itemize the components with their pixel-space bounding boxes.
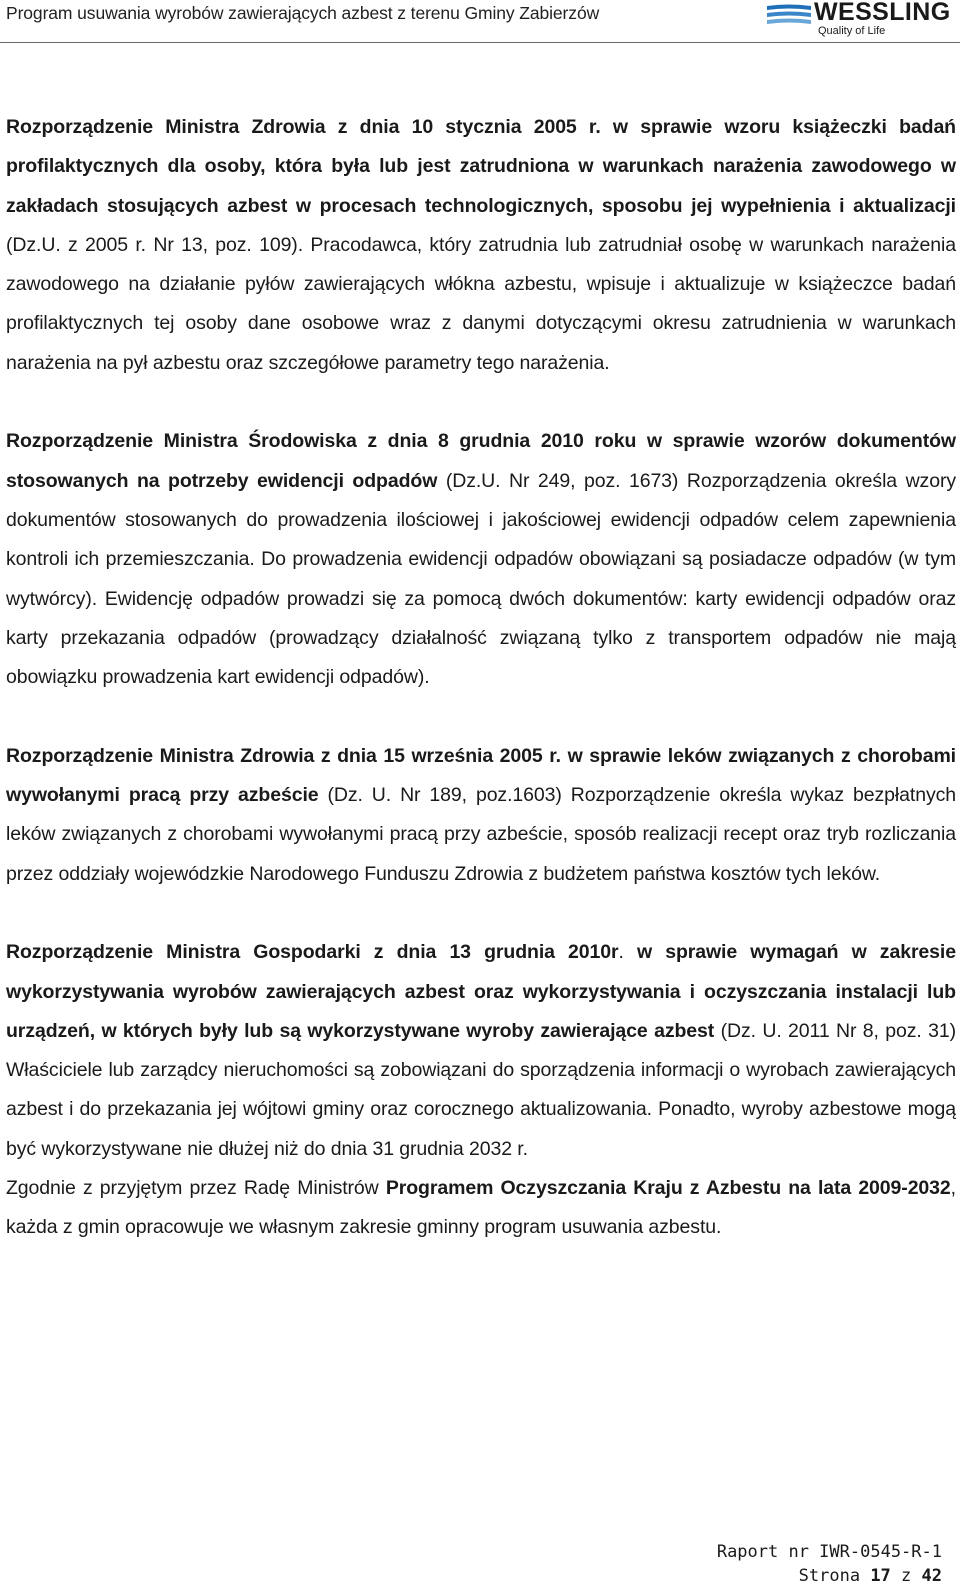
paragraph-regulation-3	[6, 737, 956, 894]
paragraph-program-note	[6, 1169, 956, 1248]
page-current: 17	[870, 1566, 891, 1586]
header-divider	[0, 42, 960, 43]
report-number: Raport nr IWR-0545-R-1	[716, 1542, 942, 1562]
regulation-text: (Dz.U. z 2005 r. Nr 13, poz. 109). Pracodawca, który zatrudnia lub zatrudniał osobę w warunkach narażenia zawodowego na działanie pyłów zawierających włókna azbestu, wpisuje i aktualizuje w książeczce badań profilaktycznych tej osoby dane osobowe wraz z danymi dotyczącymi okresu zatrudnienia w warunkach narażenia na pył azbestu oraz szczegółowe parametry tego narażenia.	[6, 233, 956, 374]
page-footer	[717, 1540, 942, 1588]
logo-wordmark: WESSLING	[814, 0, 951, 26]
page-separator: z	[890, 1566, 922, 1586]
regulation-title: Rozporządzenie Ministra Gospodarki z dnia 13 grudnia 2010r	[6, 941, 619, 964]
document-title: Program usuwania wyrobów zawierających azbest z terenu Gminy Zabierzów	[6, 3, 600, 23]
program-note-intro: Zgodnie z przyjętym przez Radę Ministrów	[6, 1177, 386, 1200]
page-prefix: Strona	[798, 1566, 871, 1586]
page-total: 42	[921, 1566, 942, 1586]
regulation-title: Rozporządzenie Ministra Zdrowia z dnia 15 września 2005 r. w sprawie leków związanych z chorobami wywołanymi pracą przy azbeście	[6, 744, 956, 807]
paragraph-regulation-4	[6, 933, 956, 1169]
regulation-text-separator: .	[618, 941, 637, 964]
paragraph-regulation-2	[6, 422, 956, 697]
program-note-text: , każda z gmin opracowuje we własnym zakresie gminny program usuwania azbestu.	[6, 1177, 956, 1239]
logo-tagline: Quality of Life	[818, 25, 886, 37]
page-header	[0, 0, 960, 46]
wessling-logo-mark-icon	[765, 3, 813, 29]
regulation-text: (Dz. U. 2011 Nr 8, poz. 31) Właściciele lub zarządcy nieruchomości są zobowiązani do sporządzenia informacji o wyrobach zawierających azbest i do przekazania jej wójtowi gminy oraz corocznego aktualizowania. Ponadto, wyroby azbestowe mogą być wykorzystywane nie dłużej niż do dnia 31 grudnia 2032 r.	[6, 1019, 957, 1160]
regulation-title: Rozporządzenie Ministra Środowiska z dnia 8 grudnia 2010 roku w sprawie wzorów dokumentów stosowanych na potrzeby ewidencji odpadów	[6, 430, 956, 492]
wessling-logo	[765, 0, 960, 40]
page-indicator	[717, 1564, 942, 1588]
document-body	[6, 108, 956, 1248]
regulation-subject: w sprawie wymagań w zakresie wykorzystywania wyrobów zawierających azbest oraz wykorzystywania i oczyszczania instalacji lub urządzeń, w których były lub są wykorzystywane wyroby zawierające azbest	[6, 941, 956, 1042]
regulation-text: (Dz. U. Nr 189, poz.1603) Rozporządzenie określa wykaz bezpłatnych leków związanych z chorobami wywołanymi pracą przy azbeście, sposób realizacji recept oraz tryb rozliczania przez oddziały wojewódzkie Narodowego Funduszu Zdrowia z budżetem państwa kosztów tych leków.	[6, 784, 956, 885]
paragraph-regulation-1	[6, 108, 956, 383]
program-name: Programem Oczyszczania Kraju z Azbestu na lata 2009-2032	[385, 1177, 951, 1200]
regulation-text: (Dz.U. Nr 249, poz. 1673) Rozporządzenia określa wzory dokumentów stosowanych do prowadzenia ilościowej i jakościowej ewidencji odpadów celem zapewnienia kontroli ich przemieszczania. Do prowadzenia ewidencji odpadów obowiązani są posiadacze odpadów (w tym wytwórcy). Ewidencję odpadów prowadzi się za pomocą dwóch dokumentów: karty ewidencji odpadów oraz karty przekazania odpadów (prowadzący działalność związaną tylko z transportem odpadów nie mają obowiązku prowadzenia kart ewidencji odpadów).	[6, 469, 956, 689]
regulation-title: Rozporządzenie Ministra Zdrowia z dnia 10 stycznia 2005 r. w sprawie wzoru książeczki badań profilaktycznych dla osoby, która była lub jest zatrudniona w warunkach narażenia zawodowego w zakładach stosujących azbest w procesach technologicznych, sposobu jej wypełnienia i aktualizacji	[6, 116, 956, 217]
